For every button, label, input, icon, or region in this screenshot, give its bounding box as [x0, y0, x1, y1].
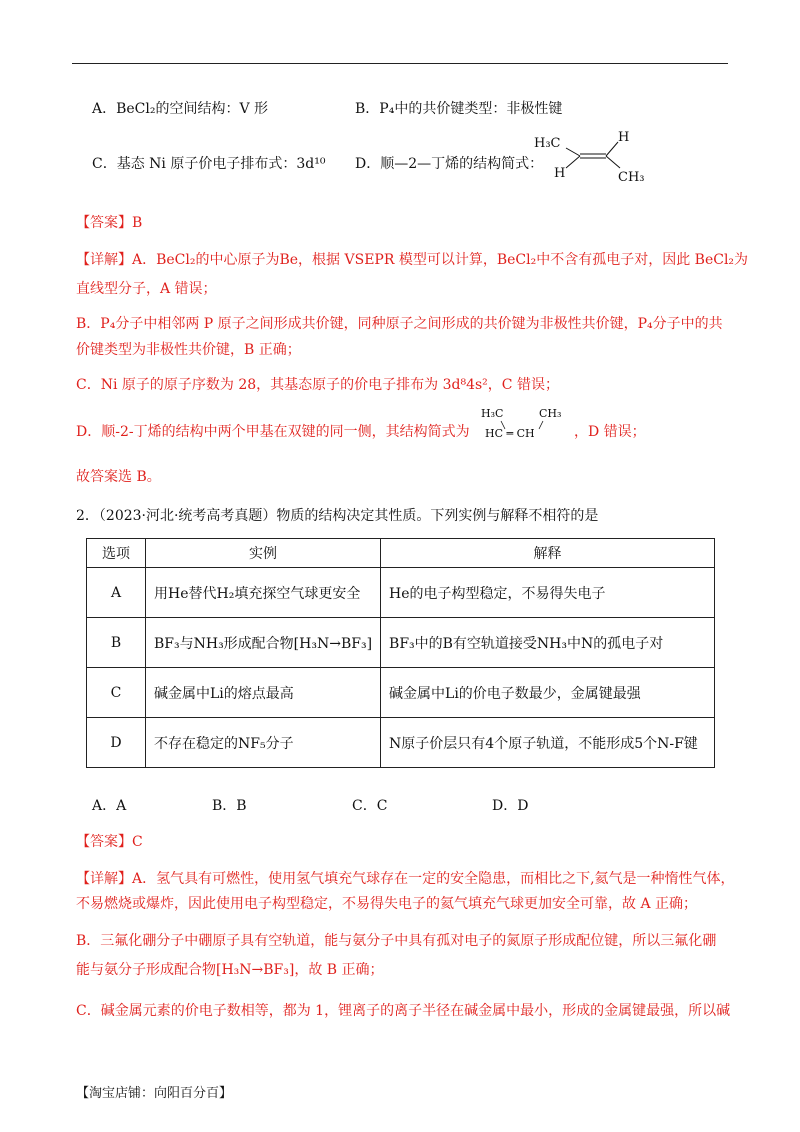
q1-option-d: D．顺—2—丁烯的结构简式：: [355, 156, 544, 172]
row-example: BF₃与NH₃形成配合物[H₃N→BF₃]: [146, 618, 381, 668]
q1-detail-line-4: 价键类型为非极性共价键，B 正确；: [76, 342, 301, 358]
q2-choice-d: D．D: [492, 798, 529, 814]
header-explain: 解释: [381, 539, 715, 568]
row-explain: 碱金属中Li的价电子数最少，金属键最强: [381, 668, 715, 718]
q1-detail-line-2: 直线型分子，A 错误；: [76, 281, 217, 297]
q1-detail-structure: [481, 407, 571, 443]
table-row: [87, 618, 715, 668]
q1-detail-line-1: 【详解】A．BeCl₂的中心原子为Be，根据 VSEPR 模型可以计算，BeCl₂中不含有孤电子对，因此 BeCl₂为: [76, 252, 749, 268]
row-example: 用He替代H₂填充探空气球更安全: [146, 568, 381, 618]
q1-option-c: C．基态 Ni 原子价电子排布式：3d¹⁰: [92, 156, 326, 172]
q2-options-table: [86, 538, 715, 768]
row-example: 不存在稳定的NF₅分子: [146, 718, 381, 768]
table-row: [87, 668, 715, 718]
header-rule: [72, 63, 728, 64]
q1-detail-line-6: D．顺-2-丁烯的结构中两个甲基在双键的同一侧，其结构简式为: [76, 424, 470, 440]
struct-h3c: H₃C: [534, 136, 561, 151]
struct-h-left: H: [554, 166, 566, 181]
struct-h-top: H: [618, 130, 630, 145]
row-option: C: [87, 668, 146, 718]
q2-stem: 2．（2023·河北·统考高考真题）物质的结构决定其性质。下列实例与解释不相符的是: [76, 508, 599, 524]
row-option: B: [87, 618, 146, 668]
row-explain: He的电子构型稳定，不易得失电子: [381, 568, 715, 618]
q1-option-b: B．P₄中的共价键类型：非极性键: [355, 101, 563, 117]
detail-struct-h3c: H₃C: [481, 407, 504, 420]
struct-ch3: CH₃: [618, 170, 645, 185]
q1-detail-line-8: 故答案选 B。: [76, 469, 161, 485]
table-row: [87, 568, 715, 618]
row-example: 碱金属中Li的熔点最高: [146, 668, 381, 718]
row-option: D: [87, 718, 146, 768]
q2-choice-c: C．C: [352, 798, 388, 814]
q2-detail-line-3: B．三氟化硼分子中硼原子具有空轨道，能与氨分子中具有孤对电子的氮原子形成配位键，所以三氟化硼: [76, 933, 717, 949]
row-explain: N原子价层只有4个原子轨道，不能形成5个N-F键: [381, 718, 715, 768]
q1-option-d-structure: [532, 126, 652, 190]
q2-detail-line-2: 不易燃烧或爆炸，因此使用电子构型稳定，不易得失电子的氦气填充气球更加安全可靠，故 A 正确；: [76, 896, 698, 912]
q2-choice-a: A．A: [92, 798, 127, 814]
header-example: 实例: [146, 539, 381, 568]
footer-shop-name: 【淘宝店铺：向阳百分百】: [76, 1086, 233, 1101]
row-explain: BF₃中的B有空轨道接受NH₃中N的孤电子对: [381, 618, 715, 668]
q1-answer: 【答案】B: [76, 215, 143, 231]
detail-struct-ch3: CH₃: [539, 407, 562, 420]
q1-detail-line-5: C．Ni 原子的原子序数为 28，其基态原子的价电子排布为 3d⁸4s²，C 错误；: [76, 377, 559, 393]
q1-detail-line-3: B．P₄分子中相邻两 P 原子之间形成共价键，同种原子之间形成的共价键为非极性共价键，P₄分子中的共: [76, 316, 723, 332]
table-row: [87, 718, 715, 768]
q2-detail-line-5: C．碱金属元素的价电子数相等，都为 1，锂离子的离子半径在碱金属中最小，形成的金属键最强，所以碱: [76, 1003, 731, 1019]
q1-option-a: A．BeCl₂的空间结构：V 形: [92, 101, 269, 117]
q2-detail-line-1: 【详解】A．氢气具有可燃性，使用氢气填充气球存在一定的安全隐患，而相比之下,氦气是一种惰性气体，: [76, 871, 735, 887]
header-option: 选项: [87, 539, 146, 568]
q2-detail-line-4: 能与氨分子形成配合物[H₃N→BF₃]，故 B 正确；: [76, 962, 384, 978]
detail-struct-bottom: HC ═ CH: [485, 427, 535, 440]
table-header-row: [87, 539, 715, 568]
q2-choice-b: B．B: [212, 798, 247, 814]
q2-answer: 【答案】C: [76, 834, 143, 850]
row-option: A: [87, 568, 146, 618]
q1-detail-line-7: ，D 错误；: [574, 424, 646, 440]
